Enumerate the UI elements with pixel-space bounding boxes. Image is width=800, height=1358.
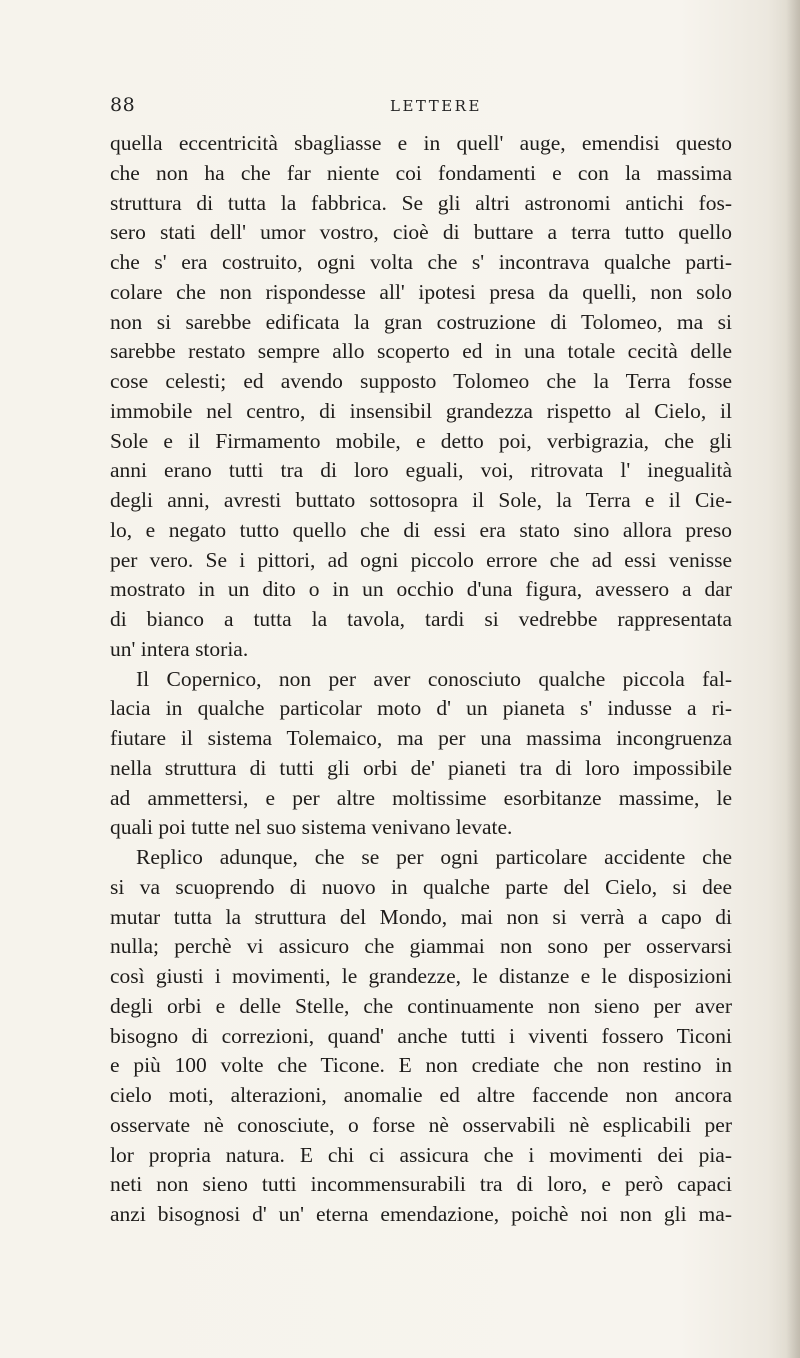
text-line: mutar tutta la struttura del Mondo, mai non si verrà a capo di xyxy=(110,904,732,929)
text-line: Sole e il Firmamento mobile, e detto poi, verbigrazia, che gli xyxy=(110,428,732,453)
text-line: ad ammettersi, e per altre moltissime esorbitanze massime, le xyxy=(110,785,732,810)
text-line: si va scuoprendo di nuovo in qualche parte del Cielo, si dee xyxy=(110,874,732,899)
body-text xyxy=(110,129,732,1230)
text-line: nella struttura di tutti gli orbi de' pianeti tra di loro impossibile xyxy=(110,755,732,780)
page-number: 88 xyxy=(110,94,136,116)
text-line: lor propria natura. E chi ci assicura che i movimenti dei pia- xyxy=(110,1142,732,1167)
text-line: lo, e negato tutto quello che di essi era stato sino allora preso xyxy=(110,517,732,542)
text-line: Replico adunque, che se per ogni particolare accidente che xyxy=(136,845,732,869)
text-line: cose celesti; ed avendo supposto Tolomeo che la Terra fosse xyxy=(110,369,732,393)
text-line: bisogno di correzioni, quand' anche tutti i viventi fossero Ticoni xyxy=(110,1023,732,1048)
text-line: così giusti i movimenti, le grandezze, le distanze e le disposizioni xyxy=(110,964,732,988)
text-line: che s' era costruito, ogni volta che s' incontrava qualche parti- xyxy=(110,250,732,274)
text-line: neti non sieno tutti incommensurabili tra di loro, e però capaci xyxy=(110,1172,732,1197)
text-line: anzi bisognosi d' un' eterna emendazione, poichè noi non gli ma- xyxy=(110,1202,732,1226)
running-title: LETTERE xyxy=(390,97,482,115)
text-line: Il Copernico, non per aver conosciuto qualche piccola fal- xyxy=(136,666,732,691)
text-line: fiutare il sistema Tolemaico, ma per una massima incongruenza xyxy=(110,726,732,750)
text-line: cielo moti, alterazioni, anomalie ed altre faccende non ancora xyxy=(110,1083,732,1107)
text-line: sero stati dell' umor vostro, cioè di buttare a terra tutto quello xyxy=(110,220,732,245)
text-line: mostrato in un dito o in un occhio d'una figura, avessero a dar xyxy=(110,577,732,602)
text-line: colare che non rispondesse all' ipotesi presa da quelli, non solo xyxy=(110,279,732,304)
text-line: di bianco a tutta la tavola, tardi si vedrebbe rappresentata xyxy=(110,607,732,631)
running-head xyxy=(110,94,730,124)
text-line: e più 100 volte che Ticone. E non crediate che non restino in xyxy=(110,1053,732,1078)
text-line: degli anni, avresti buttato sottosopra il Sole, la Terra e il Cie- xyxy=(110,488,732,512)
text-line: sarebbe restato sempre allo scoperto ed in una totale cecità delle xyxy=(110,339,732,364)
text-line: quella eccentricità sbagliasse e in quell' auge, emendisi questo xyxy=(110,131,732,155)
text-line: degli orbi e delle Stelle, che continuamente non sieno per aver xyxy=(110,993,732,1018)
text-line: struttura di tutta la fabbrica. Se gli altri astronomi antichi fos- xyxy=(110,190,732,215)
text-line: lacia in qualche particolar moto d' un pianeta s' indusse a ri- xyxy=(110,696,732,721)
text-line: immobile nel centro, di insensibil grandezza rispetto al Cielo, il xyxy=(110,398,732,423)
text-line: non si sarebbe edificata la gran costruzione di Tolomeo, ma si xyxy=(110,309,732,334)
text-line: osservate nè conosciute, o forse nè osservabili nè esplicabili per xyxy=(110,1112,732,1137)
text-line: anni erano tutti tra di loro eguali, voi, ritrovata l' inegualità xyxy=(110,458,732,483)
text-line: nulla; perchè vi assicuro che giammai non sono per osservarsi xyxy=(110,934,732,959)
text-line: che non ha che far niente coi fondamenti e con la massima xyxy=(110,160,732,185)
text-line: per vero. Se i pittori, ad ogni piccolo errore che ad essi venisse xyxy=(110,547,732,572)
text-line: quali poi tutte nel suo sistema venivano levate. xyxy=(110,815,513,840)
page-edge-shadow xyxy=(786,0,800,1358)
text-line: un' intera storia. xyxy=(110,636,249,661)
